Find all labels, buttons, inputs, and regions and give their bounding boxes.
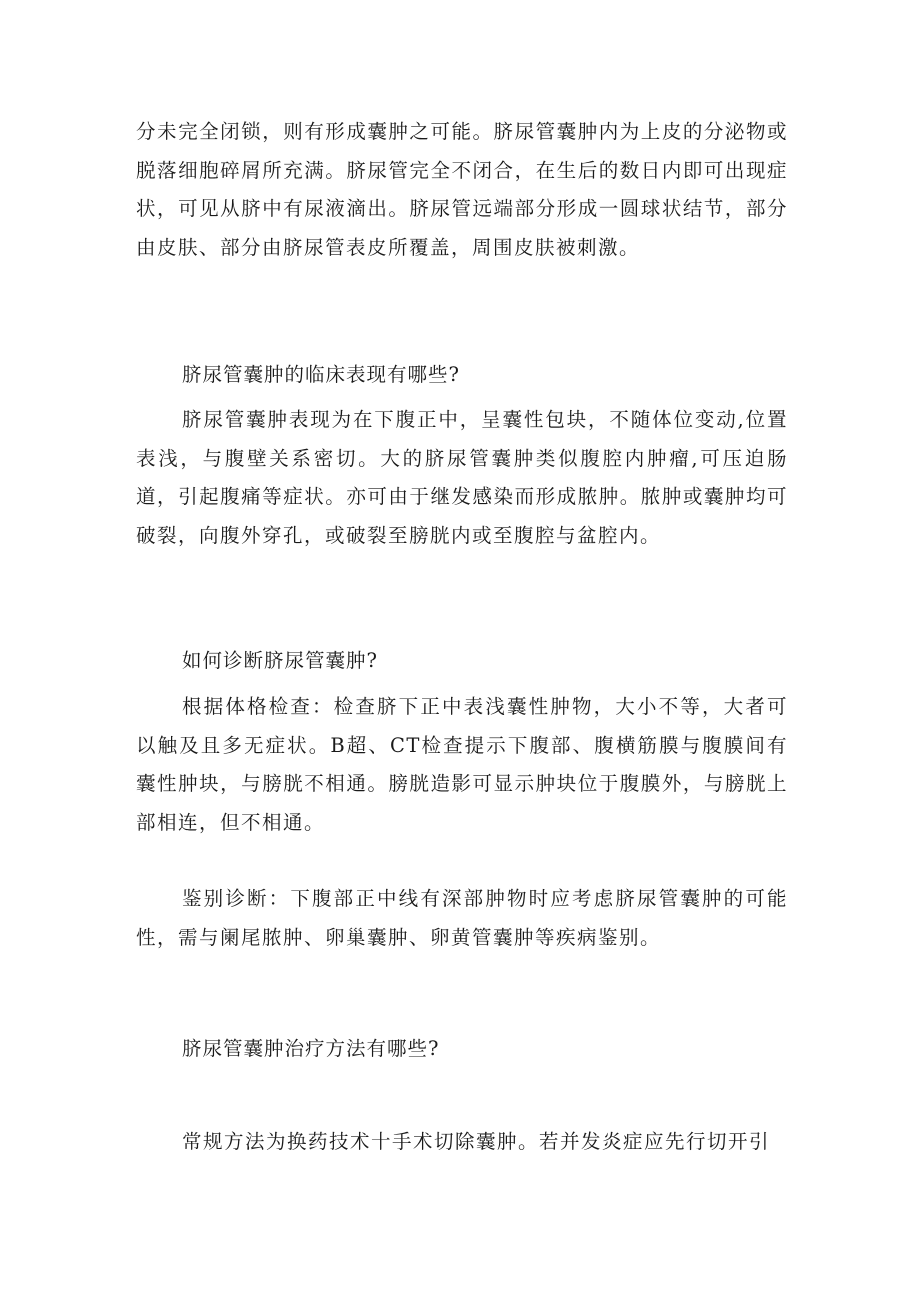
paragraph-differential-diagnosis: 鉴别诊断：下腹部正中线有深部肿物时应考虑脐尿管囊肿的可能性，需与阑尾脓肿、卵巢囊肿、卵黄管囊肿等疾病鉴别。: [136, 887, 788, 949]
paragraph-etiology: 分未完全闭锁，则有形成囊肿之可能。脐尿管囊肿内为上皮的分泌物或脱落细胞碎屑所充满。脐尿管完全不闭合，在生后的数日内即可出现症状，可见从脐中有尿液滴出。脐尿管远端部分形成一圆球状结节，部分由皮肤、部分由脐尿管表皮所覆盖，周围皮肤被刺激。: [136, 120, 788, 259]
heading-treatment: 脐尿管囊肿治疗方法有哪些?: [182, 1037, 440, 1060]
heading-clinical-manifestations: 脐尿管囊肿的临床表现有哪些?: [182, 363, 460, 386]
paragraph-clinical-manifestations: 脐尿管囊肿表现为在下腹正中，呈囊性包块，不随体位变动,位置表浅，与腹壁关系密切。大的脐尿管囊肿类似腹腔内肿瘤,可压迫肠道，引起腹痛等症状。亦可由于继发感染而形成脓肿。脓肿或囊肿均可破裂，向腹外穿孔，或破裂至膀胱内或至腹腔与盆腔内。: [136, 408, 788, 547]
heading-diagnosis: 如何诊断脐尿管囊肿?: [182, 649, 378, 672]
paragraph-treatment: 常规方法为换药技术十手术切除囊肿。若并发炎症应先行切开引: [182, 1130, 771, 1153]
paragraph-diagnosis: 根据体格检查：检查脐下正中表浅囊性肿物，大小不等，大者可以触及且多无症状。B超、CT检查提示下腹部、腹横筋膜与腹膜间有囊性肿块，与膀胱不相通。膀胱造影可显示肿块位于腹膜外，与膀胱上部相连，但不相通。: [136, 695, 788, 834]
